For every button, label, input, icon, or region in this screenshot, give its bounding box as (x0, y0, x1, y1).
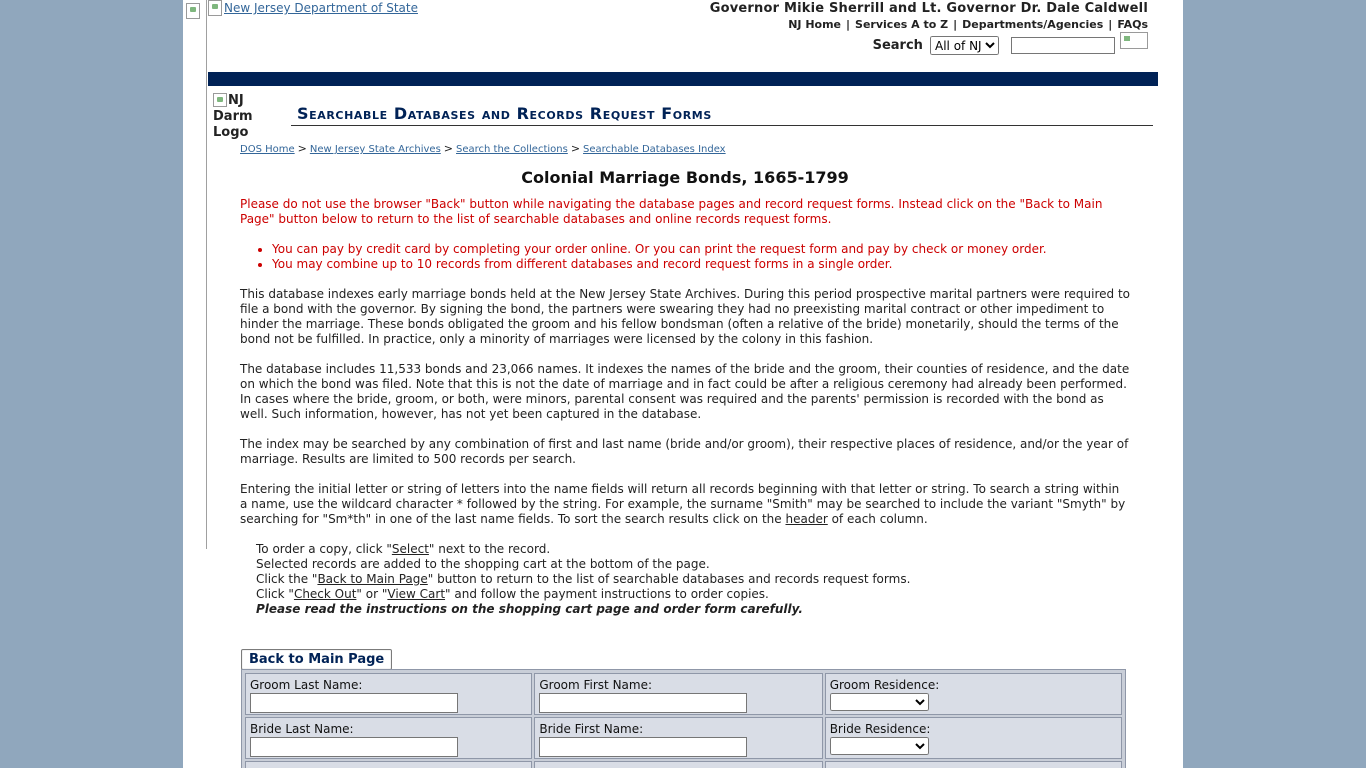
section-title: Searchable Databases and Records Request Forms (291, 104, 1153, 126)
breadcrumb-databases-index[interactable]: Searchable Databases Index (583, 144, 726, 155)
bride-last-label: Bride Last Name: (250, 722, 354, 736)
darm-logo (213, 93, 275, 141)
check-out-hint: Check Out (293, 587, 357, 601)
main-content (240, 165, 1130, 617)
database-scope-paragraph: The database includes 11,533 bonds and 23,066 names. It indexes the names of the bride and the groom, their counties of residence, and the date on which the bond was filed. Note that this is not the date of marriage and in fact could be after a religious ceremony had already been performed. In cases where the bride, groom, or both, were minors, parental consent was required and the parents' permission is recorded with the bond as well. Such information, however, has not yet been captured in the database. (240, 362, 1130, 421)
search-scope-paragraph: The index may be searched by any combination of first and last name (bride and/or groom), their respective places of residence, and/or the year of marriage. Results are limited to 500 records per search. (240, 437, 1129, 466)
form-cell (245, 761, 532, 768)
header-divider-bar (208, 72, 1158, 86)
search-label: Search (872, 38, 923, 53)
bride-residence-label: Bride Residence: (829, 722, 931, 736)
nav-faqs[interactable]: FAQs (1117, 18, 1148, 31)
bride-last-cell (245, 717, 532, 759)
select-hint: Select (391, 542, 429, 556)
payment-note: • You can pay by credit card by completing your order online. Or you can print the request form and pay by check or money order. (272, 242, 1130, 257)
view-cart-hint: View Cart (387, 587, 446, 601)
ordering-instructions (256, 542, 1130, 617)
nav-departments-agencies[interactable]: Departments/Agencies (962, 18, 1104, 31)
nav-separator: | (846, 18, 851, 31)
left-image-strip (183, 0, 207, 549)
breadcrumb-search-collections[interactable]: Search the Collections (456, 144, 568, 155)
payment-note: • You may combine up to 10 records from different databases and record request forms in a single order. (272, 257, 1130, 272)
nav-nj-home[interactable]: NJ Home (788, 18, 842, 31)
next-row (244, 760, 1123, 768)
bride-residence-cell (825, 717, 1122, 759)
instruction-text: " button to return to the list of searchable databases and records request forms. (427, 572, 911, 586)
nav-separator: | (953, 18, 958, 31)
breadcrumb-separator: > (443, 142, 454, 155)
instruction-text: " next to the record. (428, 542, 551, 556)
search-scope-select[interactable] (930, 36, 999, 55)
instruction-text: " and follow the payment instructions to order copies. (445, 587, 769, 601)
form-cell (534, 761, 822, 768)
payment-notes (240, 242, 1130, 272)
logo-alt-text: New Jersey Department of State (224, 1, 418, 15)
nj-dos-logo-link[interactable] (208, 0, 418, 16)
darm-logo-alt-text: NJ Darm Logo (213, 93, 253, 140)
site-search (873, 35, 1148, 57)
nav-services-a-to-z[interactable]: Services A to Z (855, 18, 949, 31)
top-nav (788, 18, 1148, 32)
instruction-text: " or " (356, 587, 388, 601)
header-hint: header (785, 512, 828, 526)
wildcard-paragraph (240, 482, 1130, 527)
back-button-warning: Please do not use the browser "Back" button while navigating the database pages and record request forms. Instead click on the "Back to Main Page" button below to return to the list of searchable databases and online records request forms. (240, 197, 1103, 226)
page-container (183, 0, 1183, 768)
bride-first-cell (534, 717, 822, 759)
groom-last-name-input[interactable] (250, 693, 458, 713)
bride-row (244, 716, 1123, 760)
governor-line: Governor Mikie Sherrill and Lt. Governor Dr. Dale Caldwell (709, 1, 1148, 16)
groom-first-cell (534, 673, 822, 715)
search-input[interactable] (1011, 37, 1115, 54)
page-title: Colonial Marriage Bonds, 1665-1799 (521, 168, 849, 187)
back-to-main-hint: Back to Main Page (317, 572, 428, 586)
groom-last-label: Groom Last Name: (250, 678, 363, 692)
groom-last-cell (245, 673, 532, 715)
breadcrumb-dos-home[interactable]: DOS Home (240, 144, 295, 155)
back-to-main-page-button[interactable]: Back to Main Page (241, 649, 392, 670)
search-form (241, 669, 1126, 768)
search-go-button[interactable] (1120, 32, 1148, 49)
groom-residence-select[interactable] (830, 693, 929, 711)
instruction-line (256, 572, 1130, 587)
instruction-text: Click the " (256, 572, 318, 586)
groom-residence-label: Groom Residence: (829, 678, 940, 692)
instruction-line: Selected records are added to the shopping cart at the bottom of the page. (256, 557, 710, 571)
form-cell (825, 761, 1122, 768)
description-paragraph: This database indexes early marriage bonds held at the New Jersey State Archives. During this period prospective marital partners were required to file a bond with the governor. By signing the bond, the partners were swearing they had no preexisting marital contract or other impediment to hinder the marriage. These bonds obligated the groom and his fellow bondsman (often a relative of the bride) monetarily, should the terms of the bond not be fulfilled. In practice, only a minority of marriages were licensed by the colony in this fashion. (240, 287, 1130, 346)
breadcrumb (240, 142, 726, 157)
instruction-text: To order a copy, click " (256, 542, 392, 556)
wildcard-text: Entering the initial letter or string of letters into the name fields will return all records beginning with that letter or string. To search a string within a name, use the wildcard character * followed by the string. For example, the surname "Smith" may be searched to include the variant "Smyth" by searching for "Sm*th" in one of the last name fields. To sort the search results click on the (240, 482, 1126, 526)
groom-first-label: Groom First Name: (539, 678, 653, 692)
broken-image-icon (186, 3, 200, 19)
instruction-line (256, 587, 1130, 602)
broken-image-icon (213, 93, 227, 107)
breadcrumb-separator: > (297, 142, 307, 155)
groom-first-name-input[interactable] (539, 693, 747, 713)
bride-last-name-input[interactable] (250, 737, 458, 757)
breadcrumb-state-archives[interactable]: New Jersey State Archives (309, 144, 441, 155)
nav-separator: | (1108, 18, 1113, 31)
bride-first-name-input[interactable] (539, 737, 747, 757)
instruction-emphasis: Please read the instructions on the shopping cart page and order form carefully. (256, 602, 803, 616)
groom-row (244, 672, 1123, 716)
instruction-line (256, 542, 1130, 557)
broken-image-icon (208, 0, 222, 16)
bride-residence-select[interactable] (830, 737, 929, 755)
bride-first-label: Bride First Name: (539, 722, 644, 736)
breadcrumb-separator: > (570, 142, 581, 155)
groom-residence-cell (825, 673, 1122, 715)
wildcard-text-end: of each column. (827, 512, 928, 526)
instruction-text: Click " (256, 587, 294, 601)
